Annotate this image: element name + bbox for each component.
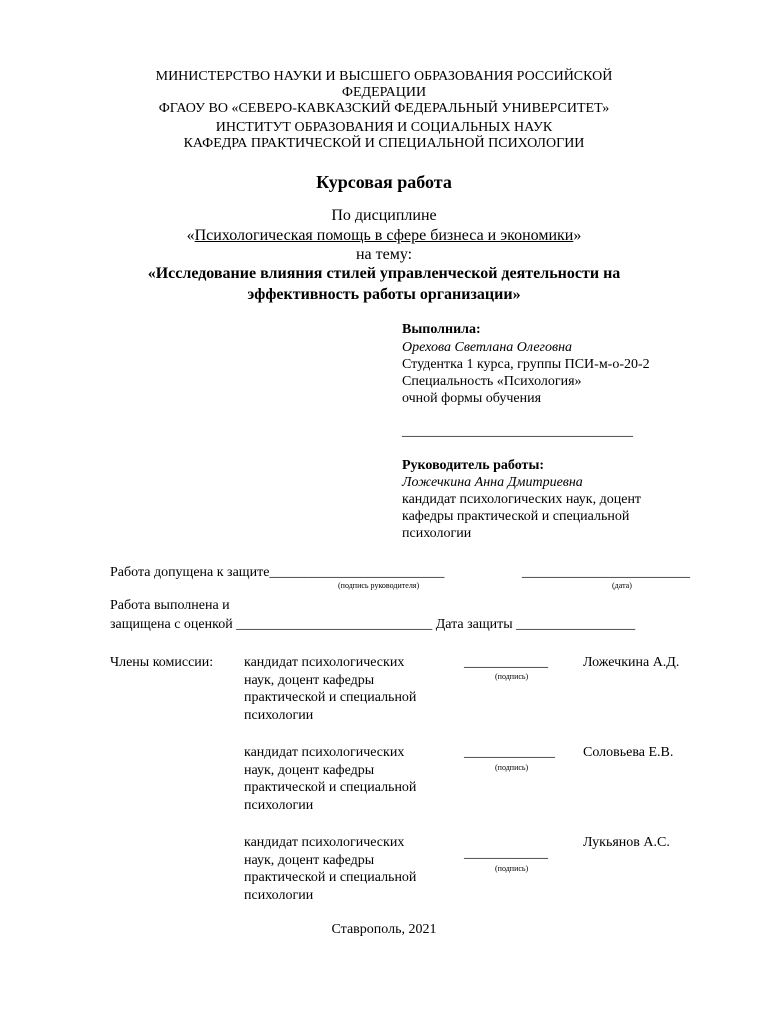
- supervisor-department-cont: психологии: [402, 526, 472, 541]
- discipline-label: По дисциплине: [331, 207, 437, 224]
- member-2-sign-line: _____________: [464, 745, 555, 760]
- author-name: Орехова Светлана Олеговна: [402, 340, 573, 355]
- member-2-name: Соловьева Е.В.: [583, 745, 674, 760]
- admission-sign-caption: (подпись руководителя): [338, 581, 420, 590]
- university-name: ФГАОУ ВО «СЕВЕРО-КАВКАЗСКИЙ ФЕДЕРАЛЬНЫЙ УНИВЕРСИТЕТ»: [158, 101, 610, 116]
- member-1-title-1: кандидат психологических: [244, 655, 405, 670]
- grade-line-1: Работа выполнена и: [110, 598, 230, 613]
- commission-label: Члены комиссии:: [110, 655, 214, 670]
- supervisor-label: Руководитель работы:: [402, 458, 545, 473]
- grade-row: [110, 617, 635, 633]
- admission-sign-line: _________________________: [269, 565, 445, 580]
- member-1-sign-line: ____________: [464, 655, 548, 670]
- document-title: Курсовая работа: [316, 172, 452, 192]
- member-2-title-3: практической и специальной: [244, 780, 417, 795]
- supervisor-name: Ложечкина Анна Дмитриевна: [402, 475, 583, 490]
- discipline-name-line: [0, 227, 768, 245]
- department-name: КАФЕДРА ПРАКТИЧЕСКОЙ И СПЕЦИАЛЬНОЙ ПСИХОЛОГИИ: [183, 136, 585, 151]
- member-3-title-2: наук, доцент кафедры: [244, 853, 375, 868]
- admission-date-line: ________________________: [522, 565, 690, 580]
- ministry-line: МИНИСТЕРСТВО НАУКИ И ВЫСШЕГО ОБРАЗОВАНИЯ РОССИЙСКОЙ: [155, 69, 613, 84]
- discipline-name: Психологическая помощь в сфере бизнеса и экономики: [194, 227, 574, 244]
- author-specialty: Специальность «Психология»: [402, 374, 582, 389]
- member-1-title-4: психологии: [244, 708, 314, 723]
- topic-line-2: эффективность работы организации»: [247, 286, 521, 303]
- supervisor-degree: кандидат психологических наук, доцент: [402, 492, 642, 507]
- city-year: Ставрополь, 2021: [331, 922, 437, 937]
- member-3-sign-caption: (подпись): [495, 864, 529, 873]
- author-group: Студентка 1 курса, группы ПСИ-м-о-20-2: [402, 357, 650, 372]
- topic-label: на тему:: [355, 246, 413, 263]
- author-signature-line: _________________________________: [402, 424, 633, 439]
- grade-line: ____________________________: [236, 617, 433, 632]
- open-quote: «: [186, 227, 195, 244]
- member-1-name: Ложечкина А.Д.: [583, 655, 680, 670]
- member-2-title-4: психологии: [244, 798, 314, 813]
- admission-row: [110, 565, 444, 581]
- author-form: очной формы обучения: [402, 391, 542, 406]
- member-1-title-3: практической и специальной: [244, 690, 417, 705]
- admission-label: Работа допущена к защите: [110, 565, 270, 580]
- ministry-line-cont: ФЕДЕРАЦИИ: [341, 85, 427, 100]
- supervisor-department: кафедры практической и специальной: [402, 509, 630, 524]
- member-2-title-1: кандидат психологических: [244, 745, 405, 760]
- member-3-title-4: психологии: [244, 888, 314, 903]
- member-3-title-1: кандидат психологических: [244, 835, 405, 850]
- author-label: Выполнила:: [402, 322, 481, 337]
- institute-name: ИНСТИТУТ ОБРАЗОВАНИЯ И СОЦИАЛЬНЫХ НАУК: [215, 120, 553, 135]
- member-3-name: Лукьянов А.С.: [583, 835, 670, 850]
- member-3-sign-line: ____________: [464, 846, 548, 861]
- topic-line-1: «Исследование влияния стилей управленческой деятельности на: [147, 265, 621, 282]
- member-3-title-3: практической и специальной: [244, 870, 417, 885]
- grade-label: защищена с оценкой: [110, 617, 233, 632]
- close-quote: »: [573, 227, 582, 244]
- member-2-title-2: наук, доцент кафедры: [244, 763, 375, 778]
- member-1-sign-caption: (подпись): [495, 672, 529, 681]
- defense-date-line: _________________: [516, 617, 636, 632]
- admission-date-caption: (дата): [612, 581, 632, 590]
- defense-date-label: Дата защиты: [435, 617, 513, 632]
- member-2-sign-caption: (подпись): [495, 763, 529, 772]
- member-1-title-2: наук, доцент кафедры: [244, 673, 375, 688]
